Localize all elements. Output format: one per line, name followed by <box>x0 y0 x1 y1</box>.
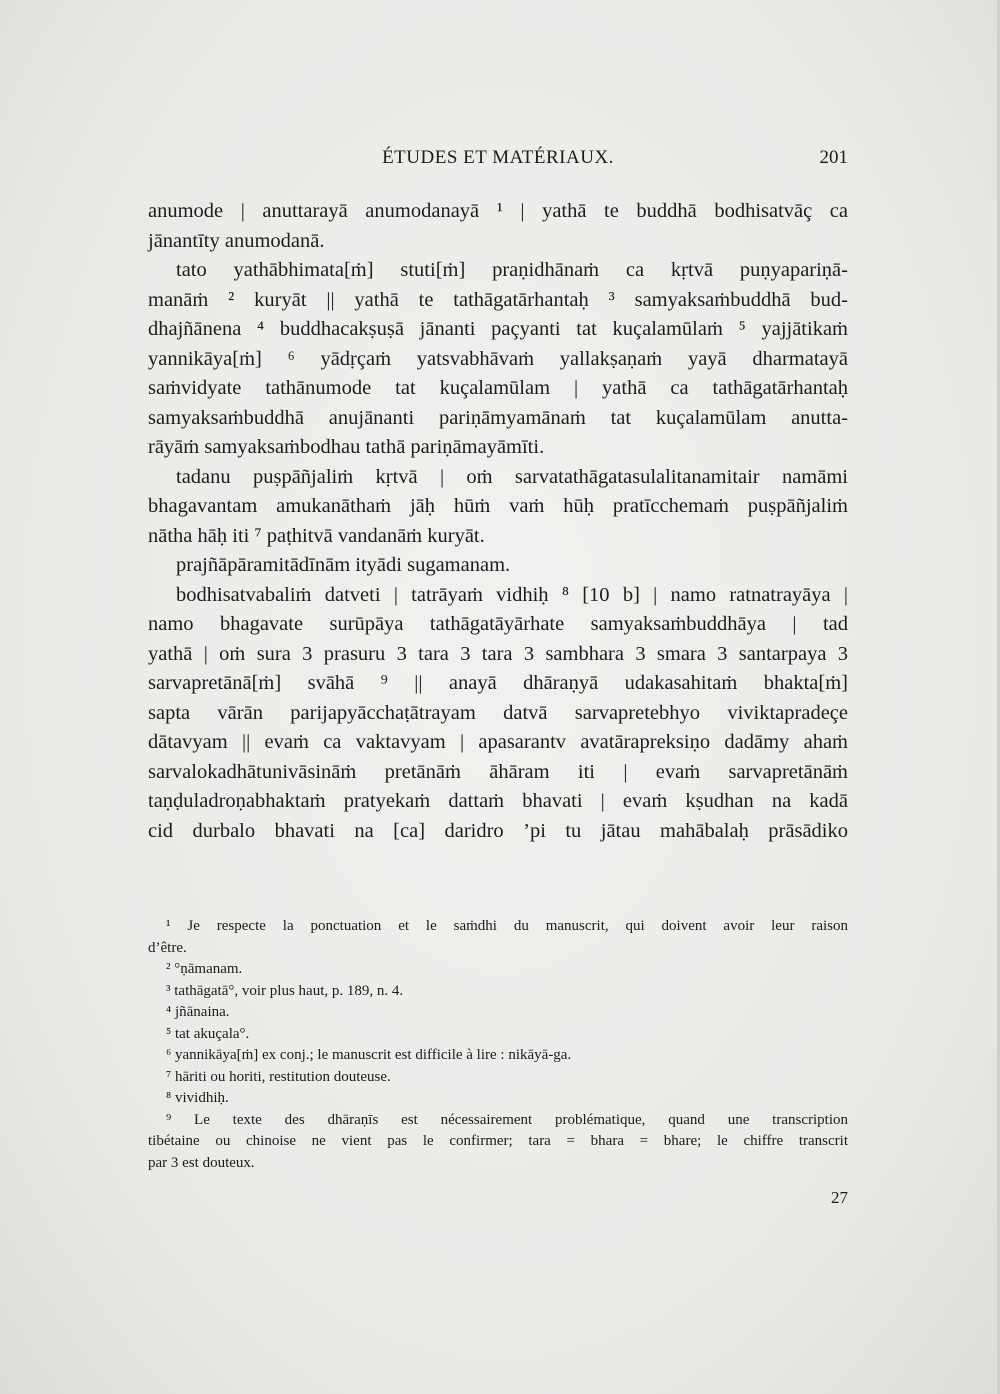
text-line: tadanu puṣpāñjaliṁ kṛtvā | oṁ sarvatathāgatasulalitanamitair namāmi <box>176 465 848 488</box>
running-head <box>148 147 848 171</box>
footnote-line: tibétaine ou chinoise ne vient pas le confirmer; tara = bhara = bhare; le chiffre transcrit <box>148 1133 848 1149</box>
text-line: anumode | anuttarayā anumodanayā ¹ | yathā te buddhā bodhisatvāç ca <box>148 200 848 222</box>
footnote-line: ⁶ yannikāya[ṁ] ex conj.; le manuscrit est difficile à lire : nikāyā-ga. <box>166 1047 572 1063</box>
body-text <box>148 197 848 846</box>
footnote-line: ¹ Je respecte la ponctuation et le saṁdhi du manuscrit, qui doivent avoir leur raison <box>166 918 848 934</box>
footnote-line: ³ tathāgatā°, voir plus haut, p. 189, n. 4. <box>166 982 404 999</box>
text-line: dhajñānena ⁴ buddhacakṣuṣā jānanti paçyanti tat kuçalamūlaṁ ⁵ yajjātikaṁ <box>148 318 848 340</box>
text-line: samyaksaṁbuddhā anujānanti pariṇāmyamānaṁ tat kuçalamūlam anutta- <box>148 406 848 429</box>
text-line: nātha hāḥ iti ⁷ paṭhitvā vandanāṁ kuryāt. <box>148 524 485 547</box>
text-line: bhagavantam amukanāthaṁ jāḥ hūṁ vaṁ hūḥ pratīcchemaṁ puṣpāñjaliṁ <box>148 495 848 517</box>
footnote-line: ⁴ jñānaina. <box>166 1004 230 1020</box>
header-title: ÉTUDES ET MATÉRIAUX. <box>382 147 614 168</box>
text-line: bodhisatvabaliṁ datveti | tatrāyaṁ vidhiḥ ⁸ [10 b] | namo ratnatrayāya | <box>176 583 848 606</box>
text-line: taṇḍuladroṇabhaktaṁ pratyekaṁ dattaṁ bhavati | evaṁ kṣudhan na kadā <box>148 790 848 812</box>
footnotes <box>148 916 848 1174</box>
footnote-line: ⁸ vividhiḥ. <box>166 1090 229 1106</box>
text-line: cid durbalo bhavati na [ca] daridro ’pi tu jātau mahābalaḥ prāsādiko <box>148 819 848 842</box>
text-line: sarvapretānā[ṁ] svāhā ⁹ || anayā dhāraṇyā udakasahitaṁ bhakta[ṁ] <box>148 672 848 694</box>
text-line: prajñāpāramitādīnām ityādi sugamanam. <box>176 554 511 576</box>
page-number: 201 <box>819 147 848 168</box>
text-line: yannikāya[ṁ] ⁶ yādṛçaṁ yatsvabhāvaṁ yallakṣaṇaṁ yayā dharmatayā <box>148 347 848 370</box>
signature-mark: 27 <box>831 1188 848 1207</box>
footnote-line: ² °ṇāmanam. <box>166 961 243 977</box>
text-line: sarvalokadhātunivāsināṁ pretānāṁ āhāram iti | evaṁ sarvapretānāṁ <box>148 760 848 783</box>
footnote-line: ⁹ Le texte des dhāraṇīs est nécessairement problématique, quand une transcription <box>166 1111 848 1128</box>
text-line: yathā | oṁ sura 3 prasuru 3 tara 3 tara 3 sambhara 3 smara 3 santarpaya 3 <box>148 642 848 665</box>
text-line: saṁvidyate tathānumode tat kuçalamūlam | yathā ca tathāgatārhantaḥ <box>148 377 848 399</box>
text-line: sapta vārān parijapyācchaṭātrayam datvā sarvapretebhyo viviktapradeçe <box>148 701 848 724</box>
text-line: dātavyam || evaṁ ca vaktavyam | apasarantv avatārapreksiṇo dadāmy ahaṁ <box>148 731 848 753</box>
text-line: jānantīty anumodanā. <box>148 229 325 252</box>
text-line: rāyāṁ samyaksaṁbodhau tathā pariṇāmayāmīti. <box>148 436 545 458</box>
footnote-line: ⁷ hāriti ou horiti, restitution douteuse. <box>166 1068 391 1085</box>
footnote-line: par 3 est douteux. <box>148 1154 255 1171</box>
text-line: manāṁ ² kuryāt || yathā te tathāgatārhantaḥ ³ samyaksaṁbuddhā bud- <box>148 288 848 311</box>
text-line: namo bhagavate surūpāya tathāgatāyārhate samyaksaṁbuddhāya | tad <box>148 613 848 635</box>
footnote-line: ⁵ tat akuçala°. <box>166 1025 250 1042</box>
text-line: tato yathābhimata[ṁ] stuti[ṁ] praṇidhānaṁ ca kṛtvā puṇyapariṇā- <box>176 259 848 281</box>
footnote-line: d’être. <box>148 939 187 956</box>
